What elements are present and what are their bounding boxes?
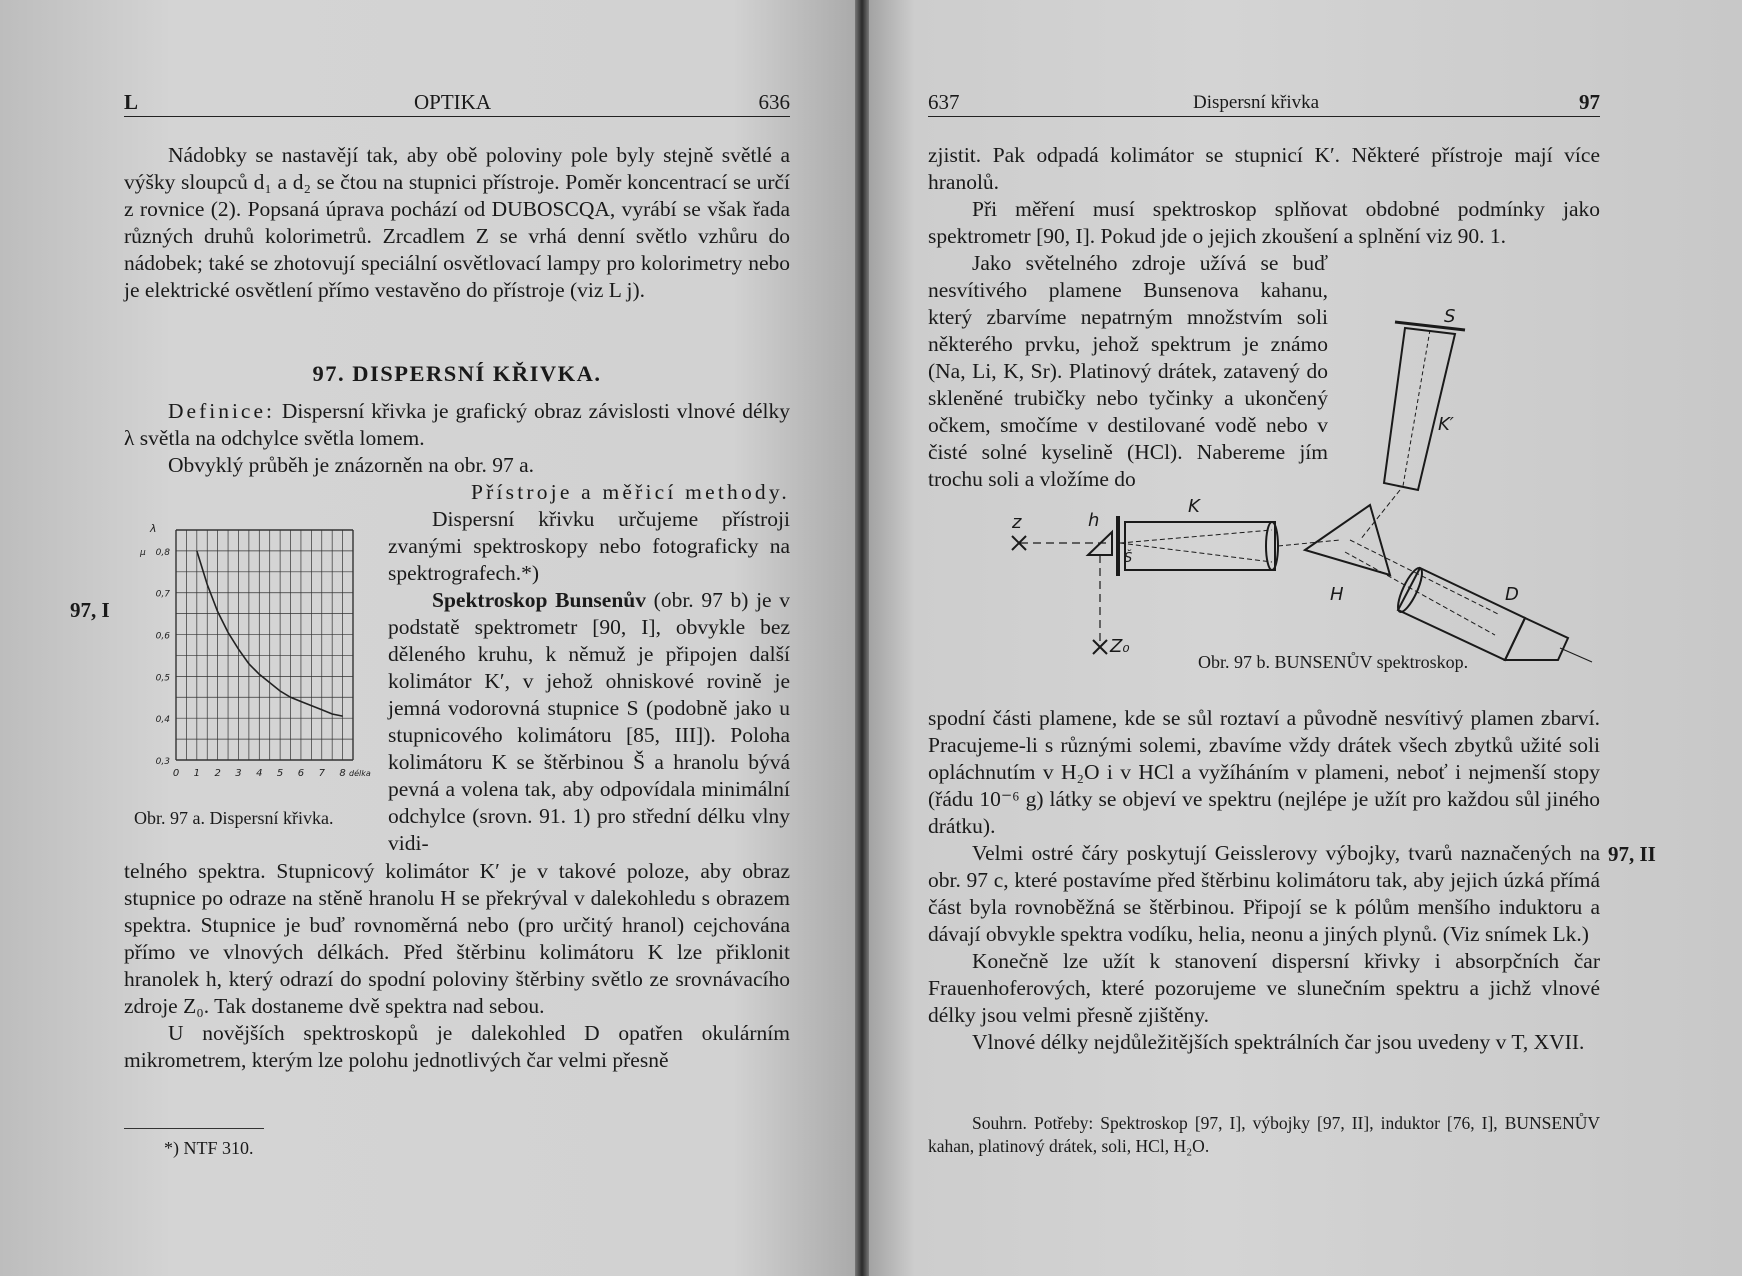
label-D: D xyxy=(1505,584,1519,605)
definition-label: Definice: xyxy=(168,399,275,423)
left-running-header xyxy=(124,88,790,117)
summary-paragraph: Souhrn. Potřeby: Spektroskop [97, I], výbojky [97, II], induktor [76, I], BUNSENŮV kahan, platinový drátek, soli, HCl, H₂O. xyxy=(928,1113,1600,1156)
right-top-paragraphs: zjistit. Pak odpadá kolimátor se stupnicí K′. Některé přístroje mají více hranolů. Při měření musí spektroskop splňovat obdobné podmínky jako spektrometr [90, I]. Pokud jde o jejich zkoušení a splnění viz 90. 1. xyxy=(928,143,1600,248)
instruments-heading: Přístroje a měřicí methody. xyxy=(470,480,790,504)
chart-y-tick-label: 0,6 xyxy=(155,631,170,642)
page-number: 636 xyxy=(758,90,790,114)
label-H: H xyxy=(1330,584,1344,605)
chart-x-tick-label: 3 xyxy=(235,768,242,779)
margin-reference-97-II: 97, II xyxy=(1608,842,1656,866)
instruments-paragraph: Dispersní křivku určujeme přístroji zvanými spektroskopy nebo fotograficky na spektrografech.*) xyxy=(388,507,790,585)
right-running-header xyxy=(928,88,1600,117)
header-section: 97 xyxy=(1579,90,1600,114)
chart-y-axis-label: λ xyxy=(150,522,157,535)
footnote: *) NTF 310. xyxy=(164,1138,254,1158)
chart-y-tick-label: 0,3 xyxy=(155,757,170,767)
chart-y-unit-label: μ xyxy=(140,547,146,558)
definition-text: Dispersní křivka je grafický obraz závislosti vlnové délky λ světla na odchylce světla lomem. xyxy=(124,399,790,450)
instruments-column xyxy=(388,479,790,857)
right-main-text: spodní části plamene, kde se sůl roztaví a původně nesvítivý plamen zbarví. Pracujeme-li s různými solemi, zbavíme vždy drátek všech zbytků užité soli opláchnutím v H₂O i v HCl a vyžíháním v plameni, neboť i nejmenší stopy (řádu 10⁻⁶ g) látky se objeví ve spektru (nejlépe je užít pro každou sůl jiného drátku). Velmi ostré čáry poskytují Geisslerovy výbojky, tvarů naznačených na obr. 97 c, které postavíme před štěrbinu kolimátoru tak, aby jejich úzká přímá část byla rovnoběžná se štěrbinou. Připojí se k pólům menšího induktoru a dávají obvykle spektra vodíku, helia, neonu a jiných plynů. (Viz snímek Lk.) Konečně lze užít k stanovení dispersní křivky i absorpčních čar Frauenhoferových, které pozorujeme ve slunečním spektru a jichž vlnové délky jsou velmi přesně zjištěny. Vlnové délky nejdůležitějších spektrálních čar jsou uvedeny v T, XVII. xyxy=(928,706,1600,1054)
chart-y-tick-label: 0,7 xyxy=(155,589,170,600)
label-slit: Š xyxy=(1124,551,1133,566)
label-K-prime: K′ xyxy=(1438,414,1454,435)
margin-reference-97-I: 97, I xyxy=(70,598,110,622)
paragraph-kolorimetr: Nádobky se nastavějí tak, aby obě poloviny pole byly stejně světlé a výšky sloupců d₁ a d₂ se čtou na stupnici přístroje. Poměr koncentrací se určí z rovnice (2). Popsaná úprava pochází od DUBOSCQA, vyrábí se však řada různých druhů kolorimetrů. Zrcadlem Z se vrhá denní světlo vzhůru do nádobek; také se zhotovují speciální osvětlovací lampy pro kolorimetry nebo je elektrické osvětlení přímo vestavěno do přístroje (viz L j). xyxy=(124,143,790,302)
label-z0: Z₀ xyxy=(1110,636,1130,657)
label-S: S xyxy=(1444,306,1456,327)
spectrum-paragraph: telného spektra. Stupnicový kolimátor K′ je v takové poloze, aby obraz stupnice po odraze na stěně hranolu H se překrýval v dalekohledu s obrazem spektra. Stupnice je buď rovnoměrná nebo (pro určitý hranol) cejchována přímo ve vlnových délkách. Před štěrbinu kolimátoru K lze přiklonit hranolek h, který odrazí do spodní poloviny štěrbiny světlo ze srovnávacího zdroje Z₀. Tak dostaneme dvě spektra nad sebou. U novějších spektroskopů je dalekohled D opatřen okulárním mikrometrem, kterým lze polohu jednotlivých čar velmi přesně xyxy=(124,859,790,1072)
chart-x-axis-label: délka xyxy=(349,769,371,778)
usual-course-line: Obvyklý průběh je znázorněn na obr. 97 a. xyxy=(168,453,534,477)
header-letter: L xyxy=(124,90,139,114)
definition-paragraph xyxy=(124,398,790,452)
section-heading: 97. DISPERSNÍ KŘIVKA. xyxy=(312,361,602,386)
chart-y-tick-label: 0,8 xyxy=(155,547,170,558)
bunsen-paragraph: Spektroskop Bunsenův (obr. 97 b) je v podstatě spektrometr [90, I], obvykle bez děleného kruhu, k němuž je připojen další kolimátor K′, v jehož ohniskové rovině je jemná vodorovná stupnice S (podobně jako u stupnicového kolimátoru [85, III]). Poloha kolimátoru K se štěrbinou Š a hranolu bývá pevná a volena tak, aby odpovídala minimální odchylce (srovn. 91. 1) pro střední délku vlny vidi- xyxy=(388,588,791,855)
label-h: h xyxy=(1088,510,1100,531)
label-z: z xyxy=(1012,512,1022,533)
light-source-paragraph: Jako světelného zdroje užívá se buď nesvítivého plamene Bunsenova kahanu, který zbarvíme nepatrným množstvím soli některého prvku, jehož spektrum je známo (Na, Li, K, Sr). Platinový drátek, zatavený do skleněné trubičky nebo tyčinky a ukončený očkem, smočíme v destilované vodě nebo v čisté solné kyselině (HCl). Nabereme jím trochu soli a vložíme do xyxy=(928,251,1328,491)
book-gutter xyxy=(855,0,869,1276)
chart-x-tick-label: 5 xyxy=(276,768,284,779)
chart-y-tick-label: 0,5 xyxy=(155,673,170,684)
figure-caption-97b: Obr. 97 b. BUNSENŮV spektroskop. xyxy=(1198,652,1469,672)
chart-x-tick-label: 1 xyxy=(193,768,201,779)
header-title: Dispersní křivka xyxy=(1193,92,1320,113)
chart-x-tick-label: 7 xyxy=(318,768,325,779)
chart-x-tick-label: 4 xyxy=(256,768,263,779)
dispersion-curve-chart xyxy=(128,520,371,790)
header-title: OPTIKA xyxy=(414,90,491,114)
figure-caption-97a: Obr. 97 a. Dispersní křivka. xyxy=(134,808,334,828)
eyepiece xyxy=(1505,618,1568,660)
chart-y-tick-label: 0,4 xyxy=(155,715,170,726)
chart-x-tick-label: 0 xyxy=(172,768,180,779)
chart-x-tick-label: 2 xyxy=(214,768,221,779)
telescope-tube xyxy=(1398,568,1525,660)
chart-x-tick-label: 8 xyxy=(339,768,346,779)
page-number: 637 xyxy=(928,90,960,114)
bunsen-spectroscope-diagram xyxy=(1000,300,1610,680)
label-K: K xyxy=(1188,496,1200,517)
dispersion-prism xyxy=(1305,505,1390,575)
chart-x-tick-label: 6 xyxy=(297,768,305,779)
scale-collimator-tube xyxy=(1384,328,1455,490)
footnote-rule xyxy=(124,1128,264,1129)
